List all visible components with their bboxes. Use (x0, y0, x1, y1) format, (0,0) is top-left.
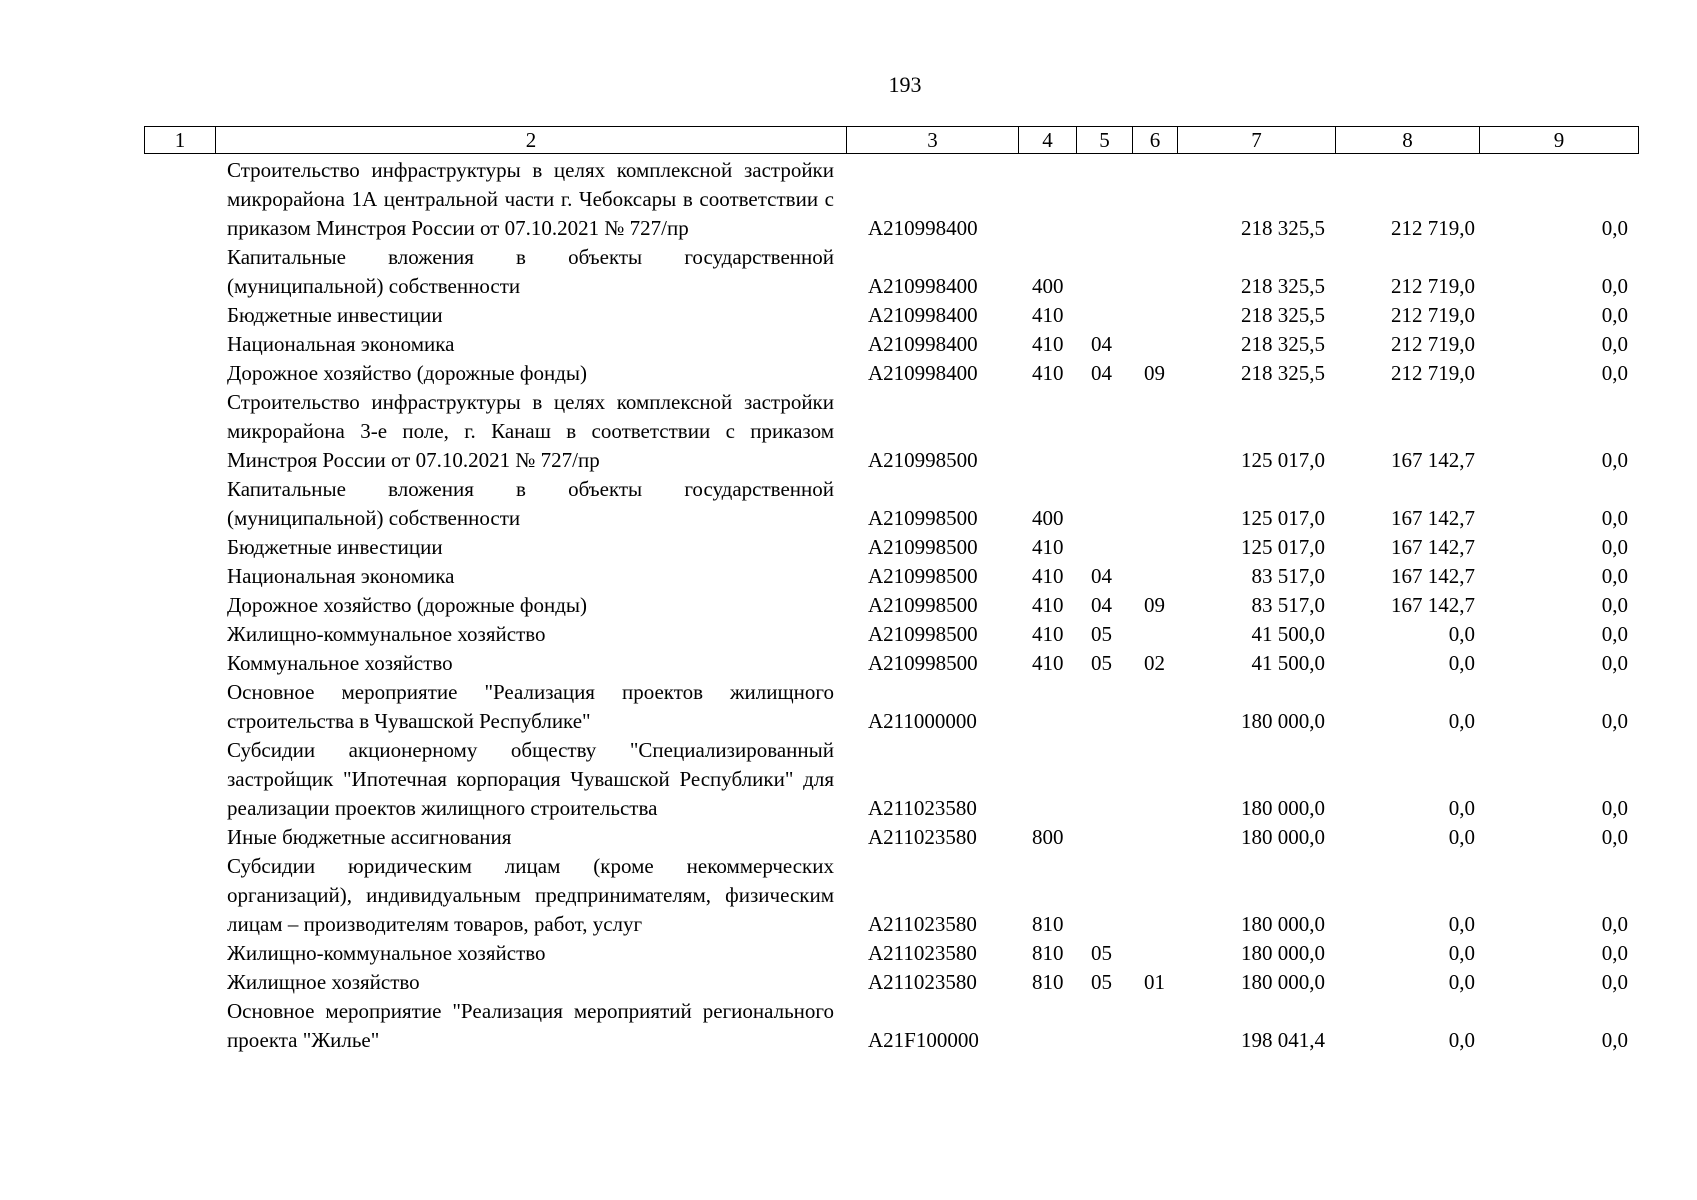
row-amount-col9: 0,0 (1601, 448, 1628, 472)
row-amount-col9: 0,0 (1601, 506, 1628, 530)
row-expense-type: 810 (1032, 970, 1064, 994)
row-amount-col7: 83 517,0 (1251, 593, 1325, 617)
row-number-cell (144, 475, 215, 533)
row-amount-col9: 0,0 (1601, 709, 1628, 733)
row-section (1076, 156, 1132, 243)
row-description: Бюджетные инвестиции (227, 303, 443, 327)
row-expense-type: 410 (1032, 535, 1064, 559)
row-amount-col9: 0,0 (1601, 912, 1628, 936)
row-expense-type: 410 (1032, 361, 1064, 385)
row-target-code: А211023580 (868, 970, 977, 994)
table-row (144, 533, 1638, 562)
row-amount-col9: 0,0 (1601, 361, 1628, 385)
row-target-code: А210998400 (868, 274, 978, 298)
row-number-cell (144, 852, 215, 939)
row-number-cell (144, 330, 215, 359)
row-description: Иные бюджетные ассигнования (227, 825, 512, 849)
row-section (1076, 533, 1132, 562)
row-subsection (1132, 388, 1177, 475)
row-target-code: А210998400 (868, 361, 978, 385)
row-amount-col7: 125 017,0 (1241, 535, 1325, 559)
row-description: Бюджетные инвестиции (227, 535, 443, 559)
row-subsection (1132, 156, 1177, 243)
row-section (1076, 736, 1132, 823)
row-number-cell (144, 359, 215, 388)
row-number-cell (144, 591, 215, 620)
row-expense-type (1018, 997, 1076, 1055)
budget-table (144, 156, 1638, 1055)
table-body (144, 156, 1638, 1055)
row-expense-type: 410 (1032, 303, 1064, 327)
row-expense-type: 410 (1032, 622, 1064, 646)
row-number-cell (144, 736, 215, 823)
table-row (144, 649, 1638, 678)
row-section: 04 (1091, 564, 1112, 588)
column-header-7: 7 (1178, 127, 1336, 154)
table-row (144, 823, 1638, 852)
row-description: Национальная экономика (227, 332, 455, 356)
row-amount-col8: 0,0 (1448, 1028, 1475, 1052)
row-amount-col8: 212 719,0 (1391, 216, 1475, 240)
row-amount-col9: 0,0 (1601, 651, 1628, 675)
row-number-cell (144, 968, 215, 997)
table-row (144, 997, 1638, 1055)
row-expense-type: 810 (1032, 941, 1064, 965)
row-subsection (1132, 997, 1177, 1055)
row-subsection (1132, 475, 1177, 533)
row-subsection (1132, 678, 1177, 736)
table-row (144, 591, 1638, 620)
row-subsection: 09 (1144, 593, 1165, 617)
row-amount-col7: 218 325,5 (1241, 332, 1325, 356)
row-number-cell (144, 939, 215, 968)
table-row (144, 620, 1638, 649)
table-row (144, 562, 1638, 591)
row-section (1076, 388, 1132, 475)
row-description: Капитальные вложения в объекты государственной (муниципальной) собственности (227, 245, 834, 298)
column-header-row (144, 126, 1639, 154)
row-amount-col7: 41 500,0 (1251, 651, 1325, 675)
row-amount-col7: 218 325,5 (1241, 303, 1325, 327)
row-subsection (1132, 736, 1177, 823)
table-row (144, 301, 1638, 330)
page-number: 193 (888, 72, 922, 97)
row-description: Жилищно-коммунальное хозяйство (227, 941, 546, 965)
row-amount-col8: 212 719,0 (1391, 274, 1475, 298)
row-amount-col7: 180 000,0 (1241, 825, 1325, 849)
row-target-code: А210998400 (868, 332, 978, 356)
row-amount-col8: 0,0 (1448, 941, 1475, 965)
row-target-code: А210998400 (868, 216, 978, 240)
row-section: 04 (1091, 361, 1112, 385)
row-expense-type (1018, 736, 1076, 823)
row-amount-col9: 0,0 (1601, 1028, 1628, 1052)
table-row (144, 736, 1638, 823)
row-amount-col8: 167 142,7 (1391, 593, 1475, 617)
row-description: Дорожное хозяйство (дорожные фонды) (227, 593, 588, 617)
row-section (1076, 243, 1132, 301)
row-amount-col7: 218 325,5 (1241, 274, 1325, 298)
row-subsection: 02 (1144, 651, 1165, 675)
row-amount-col9: 0,0 (1601, 825, 1628, 849)
row-description: Жилищное хозяйство (227, 970, 420, 994)
table-row (144, 156, 1638, 243)
row-amount-col8: 0,0 (1448, 709, 1475, 733)
row-expense-type: 410 (1032, 564, 1064, 588)
row-amount-col8: 0,0 (1448, 651, 1475, 675)
row-amount-col8: 167 142,7 (1391, 448, 1475, 472)
table-row (144, 243, 1638, 301)
table-row (144, 678, 1638, 736)
row-amount-col7: 180 000,0 (1241, 941, 1325, 965)
row-number-cell (144, 620, 215, 649)
row-amount-col7: 180 000,0 (1241, 970, 1325, 994)
row-amount-col8: 0,0 (1448, 622, 1475, 646)
row-description: Национальная экономика (227, 564, 455, 588)
row-target-code: А211023580 (868, 912, 977, 936)
row-section (1076, 823, 1132, 852)
row-section (1076, 678, 1132, 736)
row-number-cell (144, 388, 215, 475)
row-subsection (1132, 533, 1177, 562)
row-amount-col7: 180 000,0 (1241, 912, 1325, 936)
row-target-code: А210998500 (868, 651, 978, 675)
table-row (144, 388, 1638, 475)
row-description: Основное мероприятие "Реализация проектов жилищного строительства в Чувашской Республике" (227, 680, 834, 733)
row-expense-type: 400 (1032, 274, 1064, 298)
row-target-code: А210998500 (868, 622, 978, 646)
row-number-cell (144, 156, 215, 243)
row-expense-type: 410 (1032, 332, 1064, 356)
row-number-cell (144, 678, 215, 736)
row-amount-col7: 180 000,0 (1241, 709, 1325, 733)
column-header-1: 1 (145, 127, 216, 154)
row-section (1076, 301, 1132, 330)
column-header-9: 9 (1480, 127, 1639, 154)
table-row (144, 968, 1638, 997)
row-amount-col8: 0,0 (1448, 825, 1475, 849)
row-description: Строительство инфраструктуры в целях комплексной застройки микрорайона 3-е поле, г. Канаш в соответствии с приказом Минстроя России от 07.10.2021 № 727/пр (227, 390, 834, 472)
row-amount-col7: 198 041,4 (1241, 1028, 1325, 1052)
column-header-3: 3 (847, 127, 1019, 154)
row-section (1076, 852, 1132, 939)
row-number-cell (144, 301, 215, 330)
row-target-code: А210998500 (868, 448, 978, 472)
row-target-code: А211023580 (868, 796, 977, 820)
table-row (144, 475, 1638, 533)
row-description: Капитальные вложения в объекты государственной (муниципальной) собственности (227, 477, 834, 530)
row-description: Строительство инфраструктуры в целях комплексной застройки микрорайона 1А центральной части г. Чебоксары в соответствии с приказом Минстроя России от 07.10.2021 № 727/пр (227, 158, 834, 240)
row-target-code: А210998500 (868, 535, 978, 559)
column-header-4: 4 (1019, 127, 1077, 154)
table-row (144, 330, 1638, 359)
row-target-code: А210998500 (868, 506, 978, 530)
row-number-cell (144, 823, 215, 852)
row-section (1076, 997, 1132, 1055)
row-description: Жилищно-коммунальное хозяйство (227, 622, 546, 646)
row-amount-col7: 41 500,0 (1251, 622, 1325, 646)
row-amount-col9: 0,0 (1601, 332, 1628, 356)
row-target-code: А211023580 (868, 941, 977, 965)
row-amount-col7: 218 325,5 (1241, 361, 1325, 385)
row-amount-col9: 0,0 (1601, 970, 1628, 994)
row-number-cell (144, 533, 215, 562)
row-section: 05 (1091, 941, 1112, 965)
row-number-cell (144, 649, 215, 678)
row-target-code: А211023580 (868, 825, 977, 849)
row-amount-col9: 0,0 (1601, 564, 1628, 588)
row-amount-col8: 167 142,7 (1391, 506, 1475, 530)
row-subsection (1132, 301, 1177, 330)
row-target-code: А210998400 (868, 303, 978, 327)
row-subsection: 09 (1144, 361, 1165, 385)
row-amount-col8: 212 719,0 (1391, 361, 1475, 385)
row-description: Дорожное хозяйство (дорожные фонды) (227, 361, 588, 385)
row-amount-col8: 167 142,7 (1391, 564, 1475, 588)
row-amount-col7: 218 325,5 (1241, 216, 1325, 240)
column-header-8: 8 (1336, 127, 1480, 154)
row-number-cell (144, 243, 215, 301)
row-target-code: А211000000 (868, 709, 977, 733)
row-amount-col7: 180 000,0 (1241, 796, 1325, 820)
row-subsection (1132, 852, 1177, 939)
row-amount-col8: 212 719,0 (1391, 303, 1475, 327)
row-number-cell (144, 997, 215, 1055)
row-section: 05 (1091, 651, 1112, 675)
row-description: Коммунальное хозяйство (227, 651, 453, 675)
row-expense-type: 400 (1032, 506, 1064, 530)
row-amount-col8: 0,0 (1448, 796, 1475, 820)
row-subsection (1132, 330, 1177, 359)
row-description: Основное мероприятие "Реализация мероприятий регионального проекта "Жилье" (227, 999, 834, 1052)
row-target-code: А210998500 (868, 564, 978, 588)
row-amount-col9: 0,0 (1601, 622, 1628, 646)
table-row (144, 359, 1638, 388)
row-expense-type: 810 (1032, 912, 1064, 936)
row-amount-col9: 0,0 (1601, 216, 1628, 240)
row-section: 04 (1091, 593, 1112, 617)
row-section: 04 (1091, 332, 1112, 356)
row-subsection: 01 (1144, 970, 1165, 994)
row-number-cell (144, 562, 215, 591)
row-section (1076, 475, 1132, 533)
row-amount-col9: 0,0 (1601, 303, 1628, 327)
row-subsection (1132, 620, 1177, 649)
table-row (144, 939, 1638, 968)
row-expense-type: 800 (1032, 825, 1064, 849)
row-amount-col7: 125 017,0 (1241, 448, 1325, 472)
row-section: 05 (1091, 622, 1112, 646)
row-amount-col8: 212 719,0 (1391, 332, 1475, 356)
row-expense-type (1018, 678, 1076, 736)
row-amount-col9: 0,0 (1601, 593, 1628, 617)
row-amount-col9: 0,0 (1601, 941, 1628, 965)
row-amount-col8: 167 142,7 (1391, 535, 1475, 559)
row-amount-col7: 125 017,0 (1241, 506, 1325, 530)
row-expense-type: 410 (1032, 593, 1064, 617)
row-expense-type (1018, 156, 1076, 243)
row-section: 05 (1091, 970, 1112, 994)
row-subsection (1132, 243, 1177, 301)
row-subsection (1132, 823, 1177, 852)
row-target-code: А21F100000 (868, 1028, 979, 1052)
row-target-code: А210998500 (868, 593, 978, 617)
row-description: Субсидии акционерному обществу "Специализированный застройщик "Ипотечная корпорация Чувашской Республики" для реализации проектов жилищного строительства (227, 738, 834, 820)
row-description: Субсидии юридическим лицам (кроме некоммерческих организаций), индивидуальным предпринимателям, физическим лицам – производителям товаров, работ, услуг (227, 854, 834, 936)
row-amount-col8: 0,0 (1448, 912, 1475, 936)
row-amount-col8: 0,0 (1448, 970, 1475, 994)
table-row (144, 852, 1638, 939)
row-expense-type (1018, 388, 1076, 475)
row-subsection (1132, 562, 1177, 591)
row-amount-col9: 0,0 (1601, 796, 1628, 820)
row-amount-col9: 0,0 (1601, 535, 1628, 559)
column-header-6: 6 (1133, 127, 1178, 154)
row-expense-type: 410 (1032, 651, 1064, 675)
row-amount-col7: 83 517,0 (1251, 564, 1325, 588)
column-header-2: 2 (216, 127, 847, 154)
row-subsection (1132, 939, 1177, 968)
column-header-5: 5 (1077, 127, 1133, 154)
row-amount-col9: 0,0 (1601, 274, 1628, 298)
